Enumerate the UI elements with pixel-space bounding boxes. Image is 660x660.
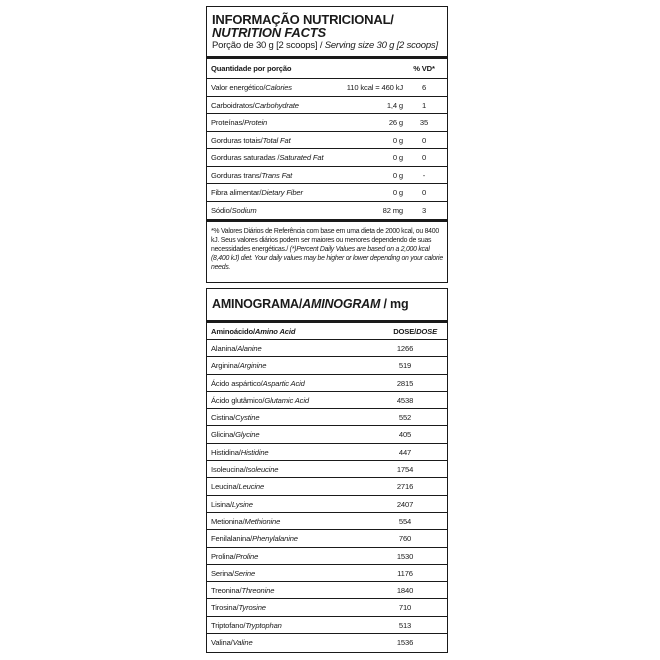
amino-acid-name (211, 392, 309, 409)
amino-acid-row (207, 375, 447, 392)
amino-acid-name-pt: Arginina/ (211, 361, 240, 371)
aminogram-panel (206, 288, 448, 653)
amino-acid-name-en: Aspartic Acid (262, 378, 305, 388)
aminogram-title (207, 289, 447, 311)
nutrient-daily-value: 35 (419, 118, 429, 127)
nutrition-row (207, 132, 447, 150)
amino-acid-name-en: Proline (235, 551, 259, 561)
amino-acid-name (211, 617, 282, 634)
amino-acid-row (207, 548, 447, 565)
nutrient-quantity: 0 g (392, 170, 403, 180)
nutrient-name-pt: Proteínas/ (211, 118, 245, 127)
footnote-en: (*)Percent Daily Values are based on a 2,000 kcal (8,400 kJ) diet. Your daily values may be higher or lower depending on your calorie needs. (211, 246, 443, 271)
amino-acid-row (207, 409, 447, 426)
nutrient-name (211, 97, 299, 115)
nutrient-daily-value: - (422, 170, 426, 180)
amino-acid-name-en: Threonine (241, 586, 275, 596)
amino-acid-name (211, 340, 262, 357)
amino-acid-row (207, 426, 447, 443)
amino-acid-name-pt: Alanina/ (211, 344, 238, 353)
nutrient-daily-value: 1 (421, 100, 427, 110)
amino-acid-name-pt: Lisina/ (211, 499, 232, 509)
footnote-pt: *% Valores Diários de Referência com base em uma dieta de 2000 kcal, ou 8400 kJ. Seus valores diários podem ser maiores ou menores dependendo de suas necessidades energéticas./ (211, 228, 439, 253)
amino-acid-name-pt: Prolina/ (211, 551, 236, 561)
nutrient-name-pt: Gorduras totais/ (211, 135, 263, 145)
amino-acid-name-en: Histidine (240, 447, 269, 457)
amino-acid-dose: 554 (398, 516, 412, 526)
aminogram-title-pt: AMINOGRAMA/ (212, 297, 303, 311)
amino-acid-row (207, 340, 447, 357)
amino-acid-name-pt: Treonina/ (211, 586, 242, 596)
nutrient-daily-value: 0 (421, 153, 427, 162)
aminogram-column-header (207, 323, 447, 340)
daily-value-header: % VD* (413, 64, 435, 73)
amino-acid-name (211, 444, 269, 461)
amino-acid-name-en: Valine (232, 638, 253, 648)
amino-acid-dose: 1754 (396, 465, 414, 475)
amino-acid-name (211, 409, 259, 426)
nutrition-rows (207, 79, 447, 219)
amino-acid-dose: 760 (398, 534, 412, 544)
amino-acid-name-en: Glycine (235, 430, 260, 440)
nutrient-name-pt: Valor energético/ (211, 83, 266, 92)
dose-header (357, 323, 437, 340)
amino-acid-name (211, 530, 298, 547)
nutrient-name (211, 184, 303, 202)
nutrient-name (211, 167, 292, 185)
amino-acid-dose: 2716 (396, 482, 414, 492)
nutrition-title (212, 13, 442, 39)
amino-acid-dose: 1530 (396, 551, 414, 561)
amino-acid-name (211, 513, 280, 530)
amino-acid-row (207, 444, 447, 461)
nutrient-quantity: 110 kcal = 460 kJ (346, 83, 403, 92)
amino-acid-row (207, 496, 447, 513)
amino-acid-name-en: Glutamic Acid (264, 395, 309, 405)
amino-acid-row (207, 530, 447, 547)
aminogram-title-en: AMINOGRAM (302, 297, 381, 311)
amino-acid-row (207, 634, 447, 651)
amino-acid-name (211, 548, 258, 565)
nutrition-row (207, 202, 447, 220)
nutrition-title-pt: INFORMAÇÃO NUTRICIONAL/ (212, 12, 394, 27)
nutrient-name-en: Sodium (231, 205, 257, 215)
amino-acid-dose: 710 (398, 603, 412, 613)
amino-acid-name-en: Serine (234, 568, 256, 578)
amino-acid-name-pt: Serina/ (211, 568, 235, 578)
serving-size-en: Serving size 30 g [2 scoops] (324, 40, 438, 51)
amino-acid-name-pt: Leucina/ (211, 482, 239, 492)
amino-acid-header-pt: Aminoácido/ (211, 327, 255, 336)
amino-acid-name-en: Phenylalanine (252, 534, 298, 544)
nutrient-name-en: Calories (265, 83, 292, 92)
amino-acid-name-en: Tryptophan (245, 620, 282, 630)
amino-acid-name (211, 565, 255, 582)
amino-acid-name (211, 634, 253, 651)
nutrient-name-en: Trans Fat (261, 170, 293, 180)
nutrient-quantity: 0 g (392, 153, 403, 162)
amino-acid-name-pt: Glicina/ (211, 430, 236, 440)
nutrient-daily-value: 0 (421, 135, 427, 145)
amino-acid-name-pt: Fenilalanina/ (211, 534, 253, 544)
amino-acid-name (211, 426, 259, 443)
nutrient-name-en: Dietary Fiber (261, 188, 303, 197)
nutrient-name-en: Carbohydrate (254, 100, 299, 110)
amino-acid-name-pt: Histidina/ (211, 447, 241, 457)
amino-acid-name (211, 478, 264, 495)
amino-acid-row (207, 461, 447, 478)
nutrient-quantity: 26 g (388, 118, 403, 127)
nutrition-column-header (207, 59, 447, 79)
amino-acid-dose: 2815 (396, 378, 414, 388)
nutrition-title-en: NUTRITION FACTS (212, 25, 326, 40)
nutrient-name-pt: Gorduras saturadas / (211, 153, 280, 162)
amino-acid-dose: 513 (398, 620, 412, 630)
amino-acid-dose: 552 (398, 413, 412, 423)
amino-acid-name (211, 357, 266, 374)
amino-acid-dose: 405 (398, 430, 412, 440)
nutrient-name (211, 132, 291, 150)
amino-acid-name (211, 375, 305, 392)
serving-size-pt: Porção de 30 g [2 scoops] / (212, 40, 325, 51)
amino-acid-dose: 1266 (396, 344, 414, 353)
amino-acid-name-en: Tyrosine (238, 603, 266, 613)
nutrient-quantity: 1,4 g (386, 100, 403, 110)
amino-acid-header-en: Amino Acid (254, 327, 296, 336)
amino-acid-name-en: Leucine (238, 482, 265, 492)
amino-acid-name-pt: Ácido aspártico/ (211, 378, 263, 388)
amino-acid-row (207, 392, 447, 409)
nutrient-name (211, 114, 267, 132)
amino-acid-row (207, 617, 447, 634)
amino-acid-name-en: Lysine (231, 499, 253, 509)
nutrition-row (207, 97, 447, 115)
nutrition-row (207, 184, 447, 202)
amino-acid-name-en: Methionine (244, 516, 281, 526)
amino-acid-dose: 4538 (396, 395, 414, 405)
amino-acid-dose: 2407 (396, 499, 414, 509)
nutrition-footnote (207, 222, 447, 272)
nutrient-name-pt: Gorduras trans/ (211, 170, 262, 180)
nutrient-quantity: 0 g (392, 188, 403, 197)
amount-per-serving-label: Quantidade por porção (211, 64, 292, 73)
nutrition-row (207, 114, 447, 132)
serving-size (212, 40, 442, 51)
nutrient-daily-value: 0 (421, 188, 427, 197)
amino-acid-name-pt: Metionina/ (211, 516, 245, 526)
amino-acid-name (211, 496, 253, 513)
nutrient-name (211, 79, 292, 97)
amino-acid-name (211, 461, 278, 478)
amino-acid-row (207, 582, 447, 599)
dose-header-en: DOSE (416, 327, 437, 336)
amino-acid-name-pt: Valina/ (211, 638, 233, 648)
nutrition-row (207, 79, 447, 97)
amino-acid-name (211, 582, 274, 599)
amino-acid-name (211, 599, 266, 616)
amino-acid-header (211, 323, 295, 340)
nutrient-name (211, 202, 257, 220)
amino-acid-name-en: Alanine (237, 344, 262, 353)
amino-acid-dose: 519 (398, 361, 412, 371)
amino-acid-row (207, 357, 447, 374)
amino-acid-name-pt: Tirosina/ (211, 603, 239, 613)
amino-acid-row (207, 478, 447, 495)
amino-acid-dose: 447 (398, 447, 412, 457)
dose-header-pt: DOSE/ (393, 327, 417, 336)
nutrient-quantity: 82 mg (382, 205, 403, 215)
nutrient-name-en: Saturated Fat (279, 153, 324, 162)
amino-acid-name-en: Arginine (239, 361, 267, 371)
nutrient-quantity: 0 g (392, 135, 403, 145)
amino-acid-dose: 1536 (396, 638, 414, 648)
aminogram-rows (207, 340, 447, 651)
nutrient-name-pt: Sódio/ (211, 205, 232, 215)
amino-acid-name-en: Cystine (235, 413, 260, 423)
amino-acid-name-pt: Isoleucina/ (211, 465, 246, 475)
nutrient-name-en: Total Fat (262, 135, 291, 145)
amino-acid-dose: 1840 (396, 586, 414, 596)
amino-acid-dose: 1176 (397, 568, 413, 578)
amino-acid-name-pt: Cistina/ (211, 413, 236, 423)
amino-acid-name-pt: Triptofano/ (211, 620, 246, 630)
amino-acid-name-en: Isoleucine (245, 465, 279, 475)
nutrition-facts-panel (206, 6, 448, 283)
nutrient-name-en: Protein (244, 118, 268, 127)
amino-acid-row (207, 513, 447, 530)
nutrition-header (207, 7, 447, 51)
nutrition-row (207, 149, 447, 167)
nutrient-name-pt: Carboidratos/ (211, 100, 255, 110)
nutrient-daily-value: 3 (421, 205, 427, 215)
nutrient-daily-value: 6 (421, 83, 427, 92)
amino-acid-row (207, 599, 447, 616)
amino-acid-name-pt: Ácido glutâmico/ (211, 395, 265, 405)
aminogram-title-unit: / mg (380, 297, 409, 311)
amino-acid-row (207, 565, 447, 582)
nutrient-name-pt: Fibra alimentar/ (211, 188, 262, 197)
nutrition-row (207, 167, 447, 185)
